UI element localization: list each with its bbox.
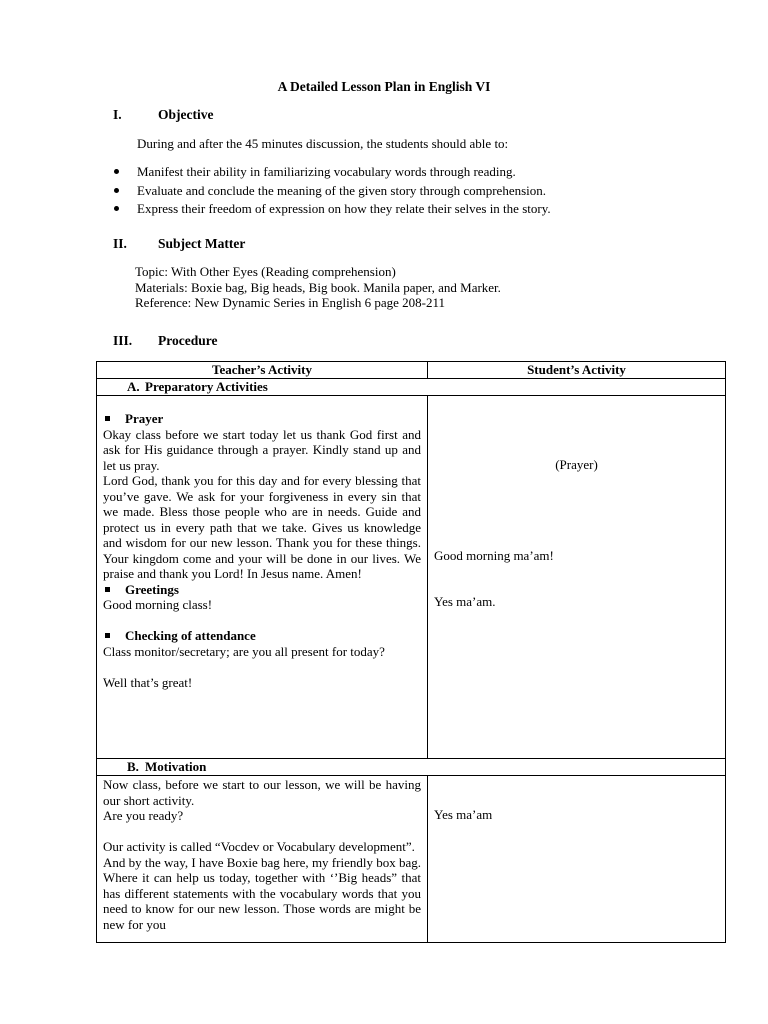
motivation-question: Are you ready? xyxy=(103,808,184,823)
subject-topic: Topic: With Other Eyes (Reading comprehension) xyxy=(135,264,396,279)
section-title: Motivation xyxy=(145,759,207,774)
subject-reference: Reference: New Dynamic Series in English 6 page 208-211 xyxy=(135,295,445,310)
objective-list xyxy=(113,164,551,220)
section-letter: B. xyxy=(127,759,139,774)
section-a-heading xyxy=(97,379,725,395)
section-objective-heading xyxy=(113,107,213,123)
section-subject-matter-heading xyxy=(113,236,245,252)
teacher-preparatory-cell xyxy=(97,396,428,758)
objective-item: Express their freedom of expression on how they relate their selves in the story. xyxy=(113,201,551,220)
section-number: I. xyxy=(113,107,122,122)
attendance-heading: Checking of attendance xyxy=(103,628,421,644)
student-preparatory-cell xyxy=(428,396,725,758)
section-number: II. xyxy=(113,236,127,251)
table-header-row xyxy=(97,362,725,379)
section-a-row xyxy=(97,379,725,396)
section-number: III. xyxy=(113,333,133,348)
student-good-morning: Good morning ma’am! xyxy=(434,548,554,563)
preparatory-row xyxy=(97,396,725,759)
greetings-heading: Greetings xyxy=(103,582,421,598)
objective-item: Evaluate and conclude the meaning of the given story through comprehension. xyxy=(113,183,551,202)
attendance-text: Class monitor/secretary; are you all present for today? xyxy=(103,643,385,659)
objective-item: Manifest their ability in familiarizing vocabulary words through reading. xyxy=(113,164,551,183)
student-prayer: (Prayer) xyxy=(555,457,598,472)
prayer-intro-text: Okay class before we start today let us thank God first and ask for His guidance through a prayer. Kindly stand up and let us pray. xyxy=(103,426,421,473)
student-motivation-cell xyxy=(428,776,725,942)
section-title: Objective xyxy=(158,107,214,122)
header-teacher-activity: Teacher’s Activity xyxy=(97,362,428,378)
student-yes-ready: Yes ma’am xyxy=(434,807,493,822)
section-title: Subject Matter xyxy=(158,236,246,251)
greetings-text: Good morning class! xyxy=(103,597,213,612)
student-yes-present: Yes ma’am. xyxy=(434,594,496,609)
section-title: Procedure xyxy=(158,333,218,348)
prayer-heading: Prayer xyxy=(103,411,421,427)
motivation-row xyxy=(97,776,725,942)
subject-materials: Materials: Boxie bag, Big heads, Big book. Manila paper, and Marker. xyxy=(135,279,501,295)
subject-matter-block xyxy=(135,264,501,311)
section-b-heading xyxy=(97,759,725,775)
attendance-reply: Well that’s great! xyxy=(103,674,193,690)
header-student-activity: Student’s Activity xyxy=(527,362,626,377)
section-b-row xyxy=(97,759,725,776)
motivation-boxie-text: And by the way, I have Boxie bag here, my friendly box bag. Where it can help us today, together with ‘’Big heads” that has different statements with the vocabulary words that you need to know for our new lesson. Those words are might be new for you xyxy=(103,854,421,932)
motivation-text: Now class, before we start to our lesson, we will be having our short activity. xyxy=(103,777,421,808)
section-letter: A. xyxy=(127,379,140,394)
section-procedure-heading xyxy=(113,333,217,349)
section-title: Preparatory Activities xyxy=(145,379,268,394)
prayer-text: Lord God, thank you for this day and for every blessing that you’ve gave. We ask for your forgiveness in every sin that we made. Bless those people who are in needs. Guide and protect us in every path that we take. Gives us knowledge and wisdom for our new lesson. Thank you for these things. Your kingdom come and your will be done in our lives. We praise and thank you Lord! In Jesus name. Amen! xyxy=(103,473,421,581)
document-title: A Detailed Lesson Plan in English VI xyxy=(277,79,491,94)
objective-intro: During and after the 45 minutes discussion, the students should able to: xyxy=(137,136,509,151)
teacher-motivation-cell xyxy=(97,776,428,942)
procedure-table xyxy=(96,361,726,943)
motivation-activity-name: Our activity is called “Vocdev or Vocabulary development”. xyxy=(103,839,415,854)
